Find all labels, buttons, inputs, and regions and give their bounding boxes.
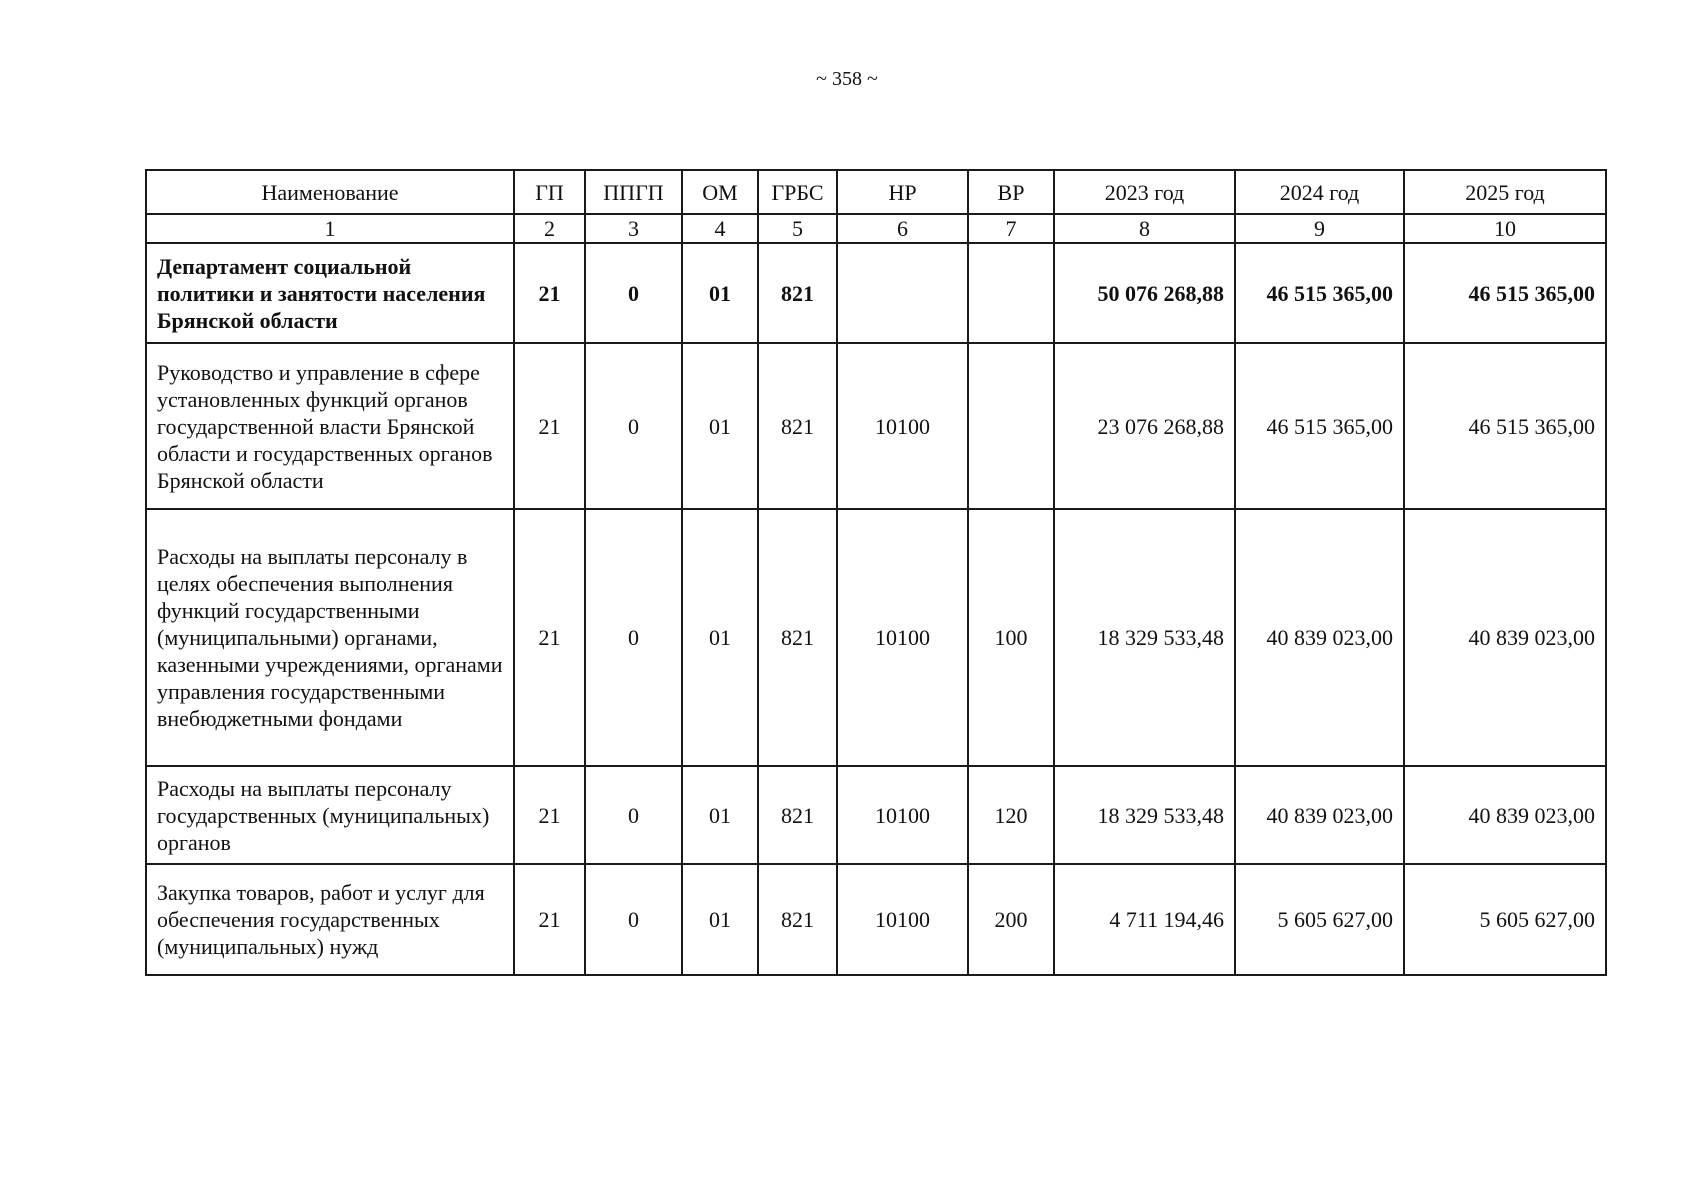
- header-vr: ВР: [968, 170, 1054, 214]
- column-number: 5: [758, 214, 837, 243]
- cell-2023: 4 711 194,46: [1054, 864, 1235, 975]
- header-grbs: ГРБС: [758, 170, 837, 214]
- cell-2025: 46 515 365,00: [1404, 343, 1606, 509]
- cell-2023: 23 076 268,88: [1054, 343, 1235, 509]
- header-gp: ГП: [514, 170, 585, 214]
- row-name: Закупка товаров, работ и услуг для обеспечения государственных (муниципальных) нужд: [146, 864, 514, 975]
- page-number: ~ 358 ~: [816, 68, 878, 90]
- header-nr: НР: [837, 170, 968, 214]
- cell-vr: 200: [968, 864, 1054, 975]
- column-number: 1: [146, 214, 514, 243]
- cell-grbs: 821: [758, 766, 837, 864]
- cell-nr: 10100: [837, 766, 968, 864]
- cell-gp: 21: [514, 509, 585, 766]
- cell-ppgp: 0: [585, 243, 682, 343]
- cell-grbs: 821: [758, 864, 837, 975]
- cell-om: 01: [682, 509, 758, 766]
- row-name: Департамент социальной политики и занятости населения Брянской области: [146, 243, 514, 343]
- cell-gp: 21: [514, 243, 585, 343]
- table-row: [146, 343, 1606, 509]
- row-name: Руководство и управление в сфере установленных функций органов государственной власти Брянской области и государственных органов Брянской области: [146, 343, 514, 509]
- table-row-department: [146, 243, 1606, 343]
- cell-2025: 5 605 627,00: [1404, 864, 1606, 975]
- column-number: 3: [585, 214, 682, 243]
- cell-gp: 21: [514, 766, 585, 864]
- column-number: 4: [682, 214, 758, 243]
- cell-nr: 10100: [837, 509, 968, 766]
- cell-om: 01: [682, 243, 758, 343]
- column-number: 6: [837, 214, 968, 243]
- cell-2025: 46 515 365,00: [1404, 243, 1606, 343]
- column-number: 7: [968, 214, 1054, 243]
- header-2023: 2023 год: [1054, 170, 1235, 214]
- cell-2024: 5 605 627,00: [1235, 864, 1404, 975]
- cell-nr: 10100: [837, 343, 968, 509]
- cell-nr: [837, 243, 968, 343]
- header-row: [146, 170, 1606, 214]
- header-2025: 2025 год: [1404, 170, 1606, 214]
- header-om: ОМ: [682, 170, 758, 214]
- header-2024: 2024 год: [1235, 170, 1404, 214]
- column-number: 9: [1235, 214, 1404, 243]
- cell-nr: 10100: [837, 864, 968, 975]
- column-number: 8: [1054, 214, 1235, 243]
- column-number-row: [146, 214, 1606, 243]
- cell-grbs: 821: [758, 509, 837, 766]
- cell-ppgp: 0: [585, 864, 682, 975]
- header-ppgp: ППГП: [585, 170, 682, 214]
- cell-gp: 21: [514, 864, 585, 975]
- cell-2024: 40 839 023,00: [1235, 509, 1404, 766]
- cell-grbs: 821: [758, 243, 837, 343]
- cell-om: 01: [682, 343, 758, 509]
- cell-om: 01: [682, 766, 758, 864]
- row-name: Расходы на выплаты персоналу в целях обеспечения выполнения функций государственными (муниципальными) органами, казенными учреждениями, органами управления государственными внебюджетными фондами: [146, 509, 514, 766]
- row-name: Расходы на выплаты персоналу государственных (муниципальных) органов: [146, 766, 514, 864]
- cell-vr: [968, 243, 1054, 343]
- cell-vr: 100: [968, 509, 1054, 766]
- column-number: 2: [514, 214, 585, 243]
- cell-ppgp: 0: [585, 509, 682, 766]
- cell-2024: 40 839 023,00: [1235, 766, 1404, 864]
- cell-grbs: 821: [758, 343, 837, 509]
- cell-om: 01: [682, 864, 758, 975]
- cell-2024: 46 515 365,00: [1235, 343, 1404, 509]
- cell-ppgp: 0: [585, 766, 682, 864]
- cell-2024: 46 515 365,00: [1235, 243, 1404, 343]
- cell-vr: [968, 343, 1054, 509]
- cell-2025: 40 839 023,00: [1404, 509, 1606, 766]
- table-row: [146, 509, 1606, 766]
- column-number: 10: [1404, 214, 1606, 243]
- cell-2023: 50 076 268,88: [1054, 243, 1235, 343]
- header-name: Наименование: [146, 170, 514, 214]
- cell-ppgp: 0: [585, 343, 682, 509]
- cell-vr: 120: [968, 766, 1054, 864]
- table-row: [146, 766, 1606, 864]
- cell-2023: 18 329 533,48: [1054, 509, 1235, 766]
- cell-gp: 21: [514, 343, 585, 509]
- budget-table: [145, 169, 1607, 976]
- cell-2023: 18 329 533,48: [1054, 766, 1235, 864]
- cell-2025: 40 839 023,00: [1404, 766, 1606, 864]
- table-row: [146, 864, 1606, 975]
